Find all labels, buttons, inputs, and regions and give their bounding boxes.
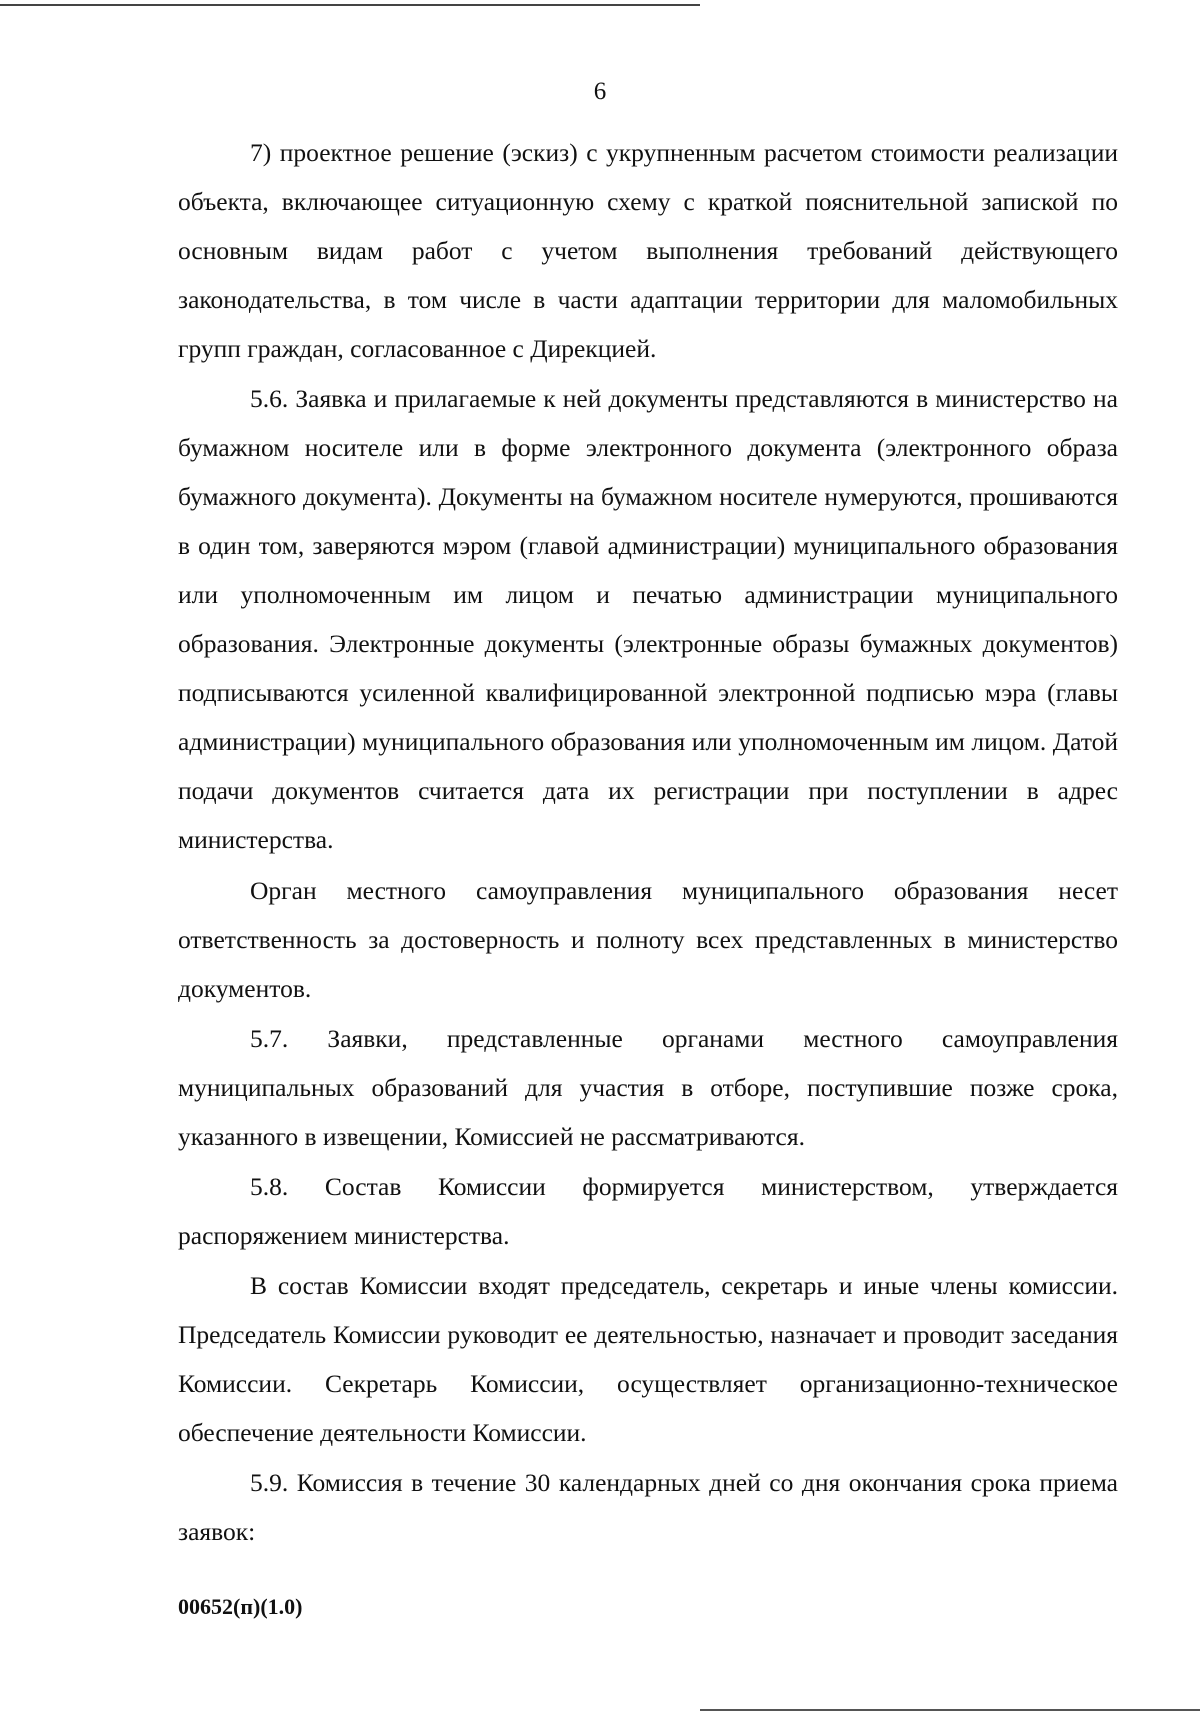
paragraph-5-6: 5.6. Заявка и прилагаемые к ней документы представляются в министерство на бумажном носителе или в форме электронного документа (электронного образа бумажного документа). Документы на бумажном носителе нумеруются, прошиваются в один том, заверяются мэром (главой администрации) муниципального образования или уполномоченным им лицом и печатью администрации муниципального образования. Электронные документы (электронные образы бумажных документов) подписываются усиленной квалифицированной электронной подписью мэра (главы администрации) муниципального образования или уполномоченным им лицом. Датой подачи документов считается дата их регистрации при поступлении в адрес министерства. xyxy=(178,384,1118,854)
top-scan-rule xyxy=(0,4,700,6)
document-code: 00652(п)(1.0) xyxy=(178,1594,303,1619)
bottom-scan-rule xyxy=(700,1709,1200,1711)
paragraph-responsibility: Орган местного самоуправления муниципального образования несет ответственность за достоверность и полноту всех представленных в министерство документов. xyxy=(178,876,1118,1003)
paragraph-5-9: 5.9. Комиссия в течение 30 календарных дней со дня окончания срока приема заявок: xyxy=(178,1468,1118,1546)
paragraph-commission-composition: В состав Комиссии входят председатель, секретарь и иные члены комиссии. Председатель Комиссии руководит ее деятельностью, назначает и проводит заседания Комиссии. Секретарь Комиссии, осуществляет организационно-техническое обеспечение деятельности Комиссии. xyxy=(178,1271,1118,1447)
paragraph-5-7: 5.7. Заявки, представленные органами местного самоуправления муниципальных образований для участия в отборе, поступившие позже срока, указанного в извещении, Комиссией не рассматриваются. xyxy=(178,1024,1118,1151)
paragraph-5-8: 5.8. Состав Комиссии формируется министерством, утверждается распоряжением министерства. xyxy=(178,1172,1118,1250)
document-body xyxy=(178,128,1118,1556)
page-number: 6 xyxy=(593,78,607,105)
paragraph-item-7: 7) проектное решение (эскиз) с укрупненным расчетом стоимости реализации объекта, включающее ситуационную схему с краткой пояснительной запиской по основным видам работ с учетом выполнения требований действующего законодательства, в том числе в части адаптации территории для маломобильных групп граждан, согласованное с Дирекцией. xyxy=(178,138,1118,363)
